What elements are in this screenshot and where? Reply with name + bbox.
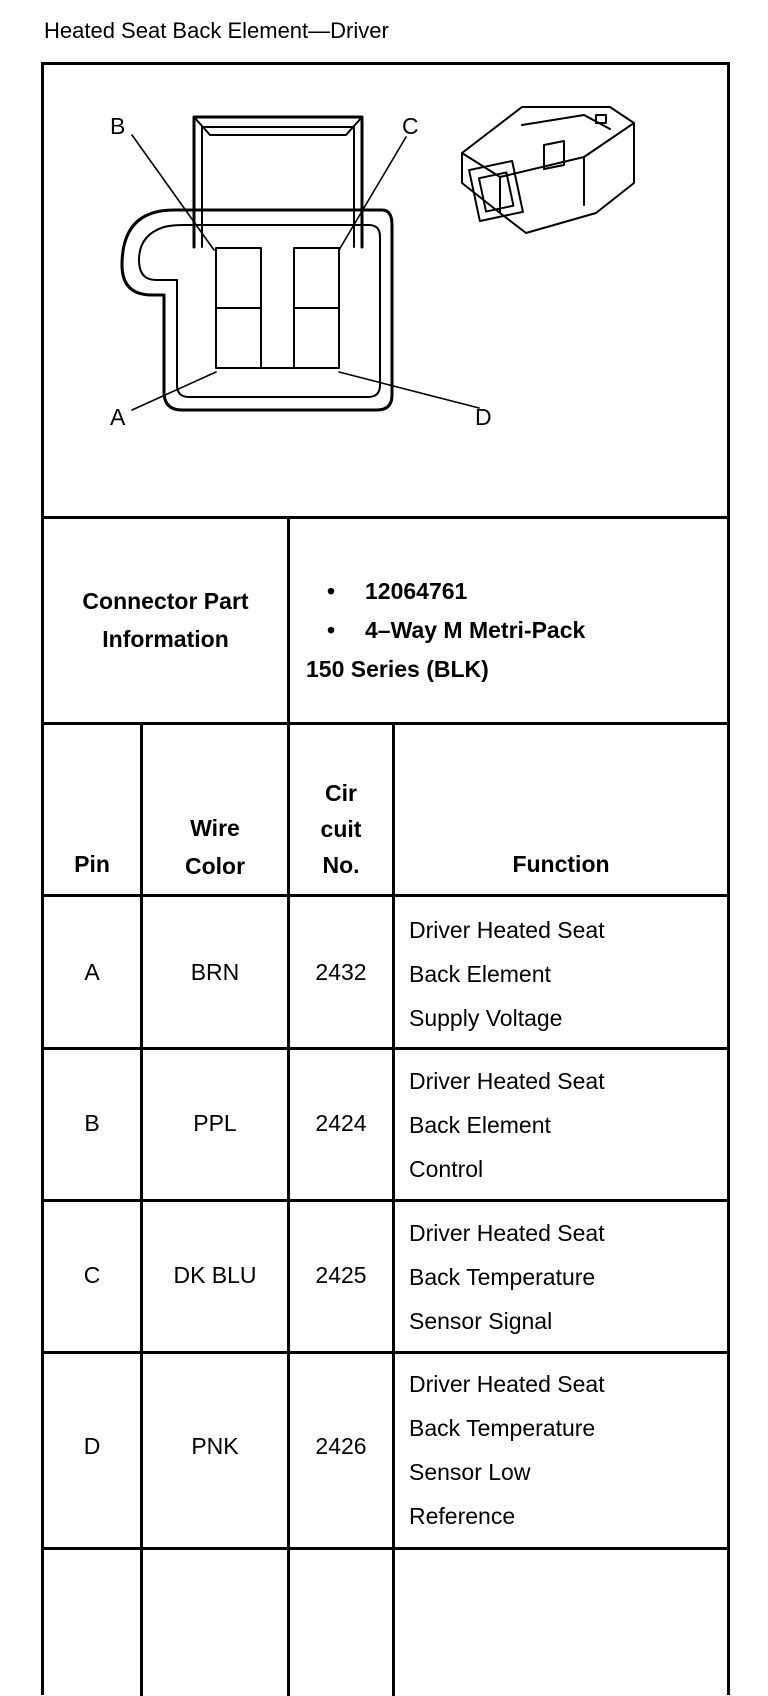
divider bbox=[41, 722, 730, 725]
table-cell-circuit: 2424 bbox=[315, 1110, 367, 1136]
table-cell-function: Driver Heated Seat Back Element Supply Voltage bbox=[409, 917, 605, 1031]
divider bbox=[41, 1351, 730, 1354]
table-cell-function: Driver Heated Seat Back Temperature Sensor Signal bbox=[409, 1220, 605, 1334]
table-cell-pin: D bbox=[83, 1433, 101, 1459]
part-number: • 12064761 bbox=[327, 578, 468, 604]
page-title: Heated Seat Back Element—Driver bbox=[44, 18, 389, 43]
divider bbox=[41, 894, 730, 897]
connector-description-2: 150 Series (BLK) bbox=[306, 656, 489, 682]
divider bbox=[41, 516, 730, 519]
connector-info-values bbox=[306, 572, 586, 689]
table-cell-wire-color: DK BLU bbox=[173, 1262, 257, 1288]
label-c: C bbox=[402, 113, 419, 139]
divider bbox=[41, 1547, 730, 1550]
table-cell-function: Driver Heated Seat Back Temperature Sensor Low Reference bbox=[409, 1371, 605, 1529]
divider bbox=[41, 1047, 730, 1050]
label-b: B bbox=[110, 113, 126, 139]
table-cell-circuit: 2432 bbox=[315, 959, 367, 985]
connector-body bbox=[122, 210, 392, 410]
table-cell-wire-color: PPL bbox=[193, 1110, 237, 1136]
table-cell-wire-color: BRN bbox=[190, 959, 240, 985]
connector-diagram bbox=[44, 65, 724, 555]
connector-description: • 4–Way M Metri-Pack bbox=[327, 617, 586, 643]
label-d: D bbox=[475, 404, 492, 430]
table-cell-circuit: 2426 bbox=[315, 1433, 367, 1459]
header-pin: Pin bbox=[74, 851, 110, 877]
table-cell-pin: B bbox=[84, 1110, 100, 1136]
connector-info-label: Connector Part Information bbox=[82, 588, 249, 652]
header-function: Function bbox=[512, 851, 610, 877]
table-cell-wire-color: PNK bbox=[191, 1433, 239, 1459]
label-a: A bbox=[110, 404, 126, 430]
header-circuit: Cir cuit No. bbox=[320, 780, 362, 878]
connector-latch bbox=[194, 117, 362, 247]
header-wire-color: Wire Color bbox=[184, 815, 246, 879]
table-cell-circuit: 2425 bbox=[315, 1262, 367, 1288]
table-cell-pin: C bbox=[83, 1262, 101, 1288]
divider bbox=[41, 1199, 730, 1202]
table-cell-pin: A bbox=[84, 959, 100, 985]
connector-3d-icon bbox=[462, 107, 634, 233]
table-cell-function: Driver Heated Seat Back Element Control bbox=[409, 1068, 605, 1182]
